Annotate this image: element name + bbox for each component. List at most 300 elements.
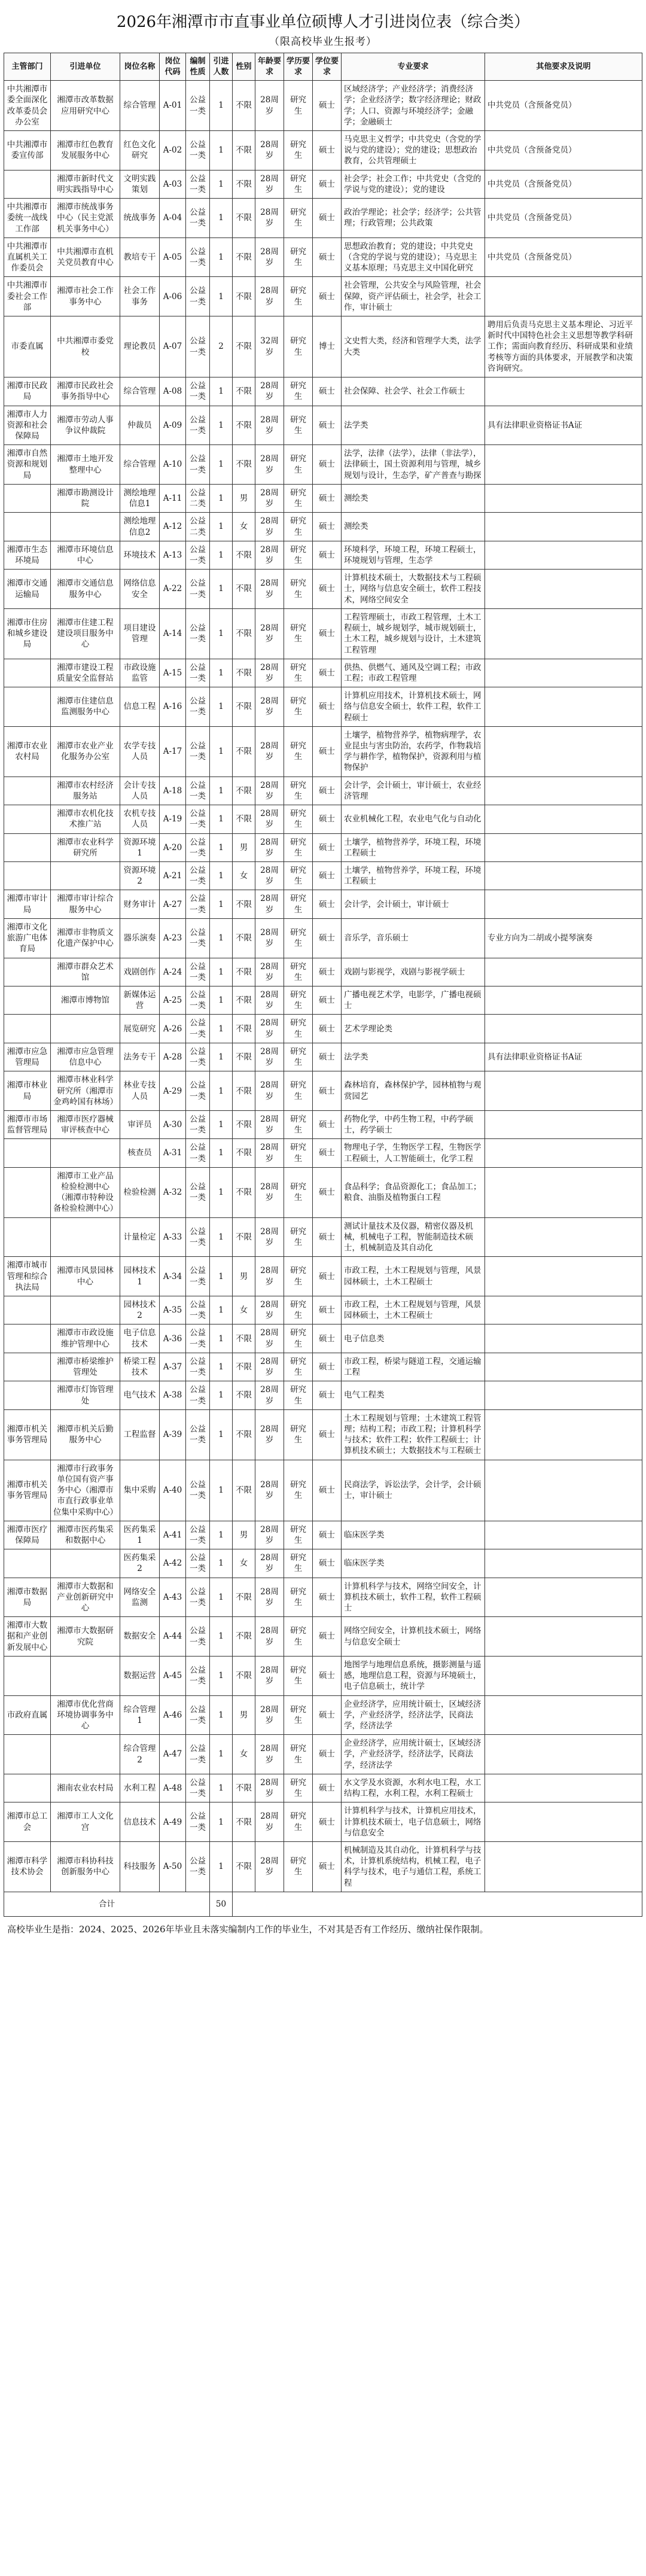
table-cell: 研究生 [284,1774,313,1802]
table-cell: 1 [210,659,233,687]
table-cell: 数据运营 [120,1656,160,1695]
table-cell: 市政工程，土木工程规划与管理，风景园林硕士，土木工程硕士 [342,1257,485,1296]
table-cell: 硕士 [313,862,342,890]
table-cell: 公益一类 [186,1071,210,1111]
table-cell: 28周岁 [255,833,284,861]
total-label: 合计 [4,1892,210,1916]
table-cell [485,1460,642,1521]
table-cell: 硕士 [313,1353,342,1381]
table-cell: 28周岁 [255,1735,284,1774]
column-header: 学位要求 [313,53,342,81]
table-cell: A-30 [160,1110,186,1138]
table-cell: 不限 [233,130,255,170]
table-cell: 湘潭市民政社会事务指导中心 [51,377,120,406]
table-cell [485,1521,642,1549]
table-cell: 硕士 [313,170,342,198]
table-cell [485,541,642,569]
table-cell: 农学专技人员 [120,726,160,777]
table-cell: A-21 [160,862,186,890]
table-cell: 硕士 [313,1656,342,1695]
table-cell: 28周岁 [255,1381,284,1409]
table-cell: 28周岁 [255,862,284,890]
table-cell: 硕士 [313,1296,342,1324]
table-cell: A-01 [160,81,186,131]
table-cell [485,777,642,805]
table-cell: 湘潭市新时代文明实践指导中心 [51,170,120,198]
table-cell: A-02 [160,130,186,170]
table-cell: 文史哲大类，经济和管理学大类，法学大类 [342,316,485,377]
table-cell: A-03 [160,170,186,198]
table-row [4,1617,642,1657]
table-cell: 法务专干 [120,1043,160,1071]
table-cell: 不限 [233,1110,255,1138]
table-cell: 市委直属 [4,316,51,377]
table-cell: 林业专技人员 [120,1071,160,1111]
table-row [4,1324,642,1353]
table-row [4,541,642,569]
table-cell: 女 [233,1735,255,1774]
table-cell: 公益一类 [186,833,210,861]
table-cell: 公益一类 [186,199,210,238]
table-cell: 研究生 [284,726,313,777]
table-cell: 项目建设管理 [120,608,160,659]
table-cell: 研究生 [284,958,313,986]
table-cell: 1 [210,81,233,131]
table-cell [485,445,642,485]
table-cell: 不限 [233,1578,255,1617]
table-cell [4,513,51,541]
table-cell: 硕士 [313,130,342,170]
table-cell: 28周岁 [255,777,284,805]
table-cell: 不限 [233,726,255,777]
table-cell: 土壤学，植物营养学，环境工程，环境工程硕士 [342,862,485,890]
table-cell: A-32 [160,1167,186,1217]
table-cell: 1 [210,833,233,861]
table-cell: 社会管理，公共安全与风险管理，社会保障，资产评估硕士，社会学，社会工作，审计硕士 [342,277,485,316]
table-cell: 测试计量技术及仪器，精密仪器及机械，机械电子工程，智能制造技术硕士，机械制造及其自动化 [342,1217,485,1257]
table-cell [4,1381,51,1409]
table-cell: 财务审计 [120,890,160,918]
table-cell: 湘潭市改革数据应用研究中心 [51,81,120,131]
table-cell: 工程管理硕士，市政工程管理，土木工程硕士，城乡规划学，城市规划硕士，土木工程，城乡规划与设计，土木建筑工程管理 [342,608,485,659]
table-row [4,1774,642,1802]
table-cell: 男 [233,1257,255,1296]
table-cell: 不限 [233,1802,255,1842]
table-cell [485,1167,642,1217]
table-cell: 公益一类 [186,541,210,569]
table-cell: 1 [210,1617,233,1657]
table-cell [4,659,51,687]
table-cell: 硕士 [313,687,342,727]
table-cell: 研究生 [284,777,313,805]
table-cell: 研究生 [284,1841,313,1892]
table-cell: 信息技术 [120,1802,160,1842]
table-cell [485,1841,642,1892]
table-row [4,377,642,406]
table-cell: 公益二类 [186,513,210,541]
table-cell: 28周岁 [255,1409,284,1460]
table-cell: 女 [233,862,255,890]
table-cell [4,687,51,727]
table-cell: 28周岁 [255,170,284,198]
table-cell [485,1353,642,1381]
table-body [4,81,642,1892]
table-cell: 环境技术 [120,541,160,569]
table-row [4,1257,642,1296]
table-cell: 思想政治教育；党的建设；中共党史（含党的学说与党的建设）；马克思主义基本原理；马克思主义中国化研究 [342,237,485,277]
table-cell: 土木工程规划与管理；土木建筑工程管理；结构工程；市政工程；计算机科学与技术；软件工程；软件工程硕士；计算机技术硕士；大数据技术与工程硕士 [342,1409,485,1460]
table-cell: 湘潭市民政局 [4,377,51,406]
table-cell: 湘潭市机关后勤服务中心 [51,1409,120,1460]
table-cell: 集中采购 [120,1460,160,1521]
table-row [4,1409,642,1460]
table-cell: 湘潭市优化营商环境协调事务中心 [51,1695,120,1735]
table-cell: 市政工程，土木工程规划与管理，风景园林硕士，土木工程硕士 [342,1296,485,1324]
table-cell: 戏剧与影视学，戏剧与影视学硕士 [342,958,485,986]
table-cell: 男 [233,833,255,861]
table-cell: 马克思主义哲学；中共党史（含党的学说与党的建设）；党的建设；思想政治教育，公共管理硕士 [342,130,485,170]
table-cell: A-48 [160,1774,186,1802]
table-cell: 28周岁 [255,1257,284,1296]
table-cell: 28周岁 [255,1110,284,1138]
table-cell: 网络安全监测 [120,1578,160,1617]
table-cell: 公益一类 [186,1841,210,1892]
table-cell: 公益一类 [186,1735,210,1774]
table-cell: A-50 [160,1841,186,1892]
table-cell: 硕士 [313,1578,342,1617]
table-row [4,986,642,1014]
table-cell: 公益一类 [186,1381,210,1409]
table-cell [485,570,642,609]
table-cell: 湘潭市群众艺术馆 [51,958,120,986]
table-cell [485,687,642,727]
table-cell: 湘潭市土地开发整理中心 [51,445,120,485]
table-cell [485,1296,642,1324]
table-cell: 中共党员（含预备党员） [485,199,642,238]
table-cell: 硕士 [313,1217,342,1257]
table-cell: 研究生 [284,1460,313,1521]
table-cell: 计算机科学与技术，计算机应用技术，计算机技术硕士，电子信息硕士，网络与信息安全 [342,1802,485,1842]
table-cell: 中共湘潭市委宣传部 [4,130,51,170]
table-cell: 测绘类 [342,484,485,512]
table-cell: 1 [210,377,233,406]
table-row [4,570,642,609]
table-cell [51,1656,120,1695]
table-cell: 1 [210,608,233,659]
column-header: 学历要求 [284,53,313,81]
table-cell: 硕士 [313,958,342,986]
table-cell: 硕士 [313,608,342,659]
page-title: 2026年湘潭市市直事业单位硕博人才引进岗位表（综合类） [116,13,530,31]
table-cell: A-47 [160,1735,186,1774]
table-cell: 湘潭市大数据和产业创新研究中心 [51,1578,120,1617]
table-cell: 研究生 [284,513,313,541]
table-cell: 湘潭市医疗保障局 [4,1521,51,1549]
table-cell: 28周岁 [255,1695,284,1735]
table-cell: 公益一类 [186,570,210,609]
table-cell: 电子信息类 [342,1324,485,1353]
table-cell: 湘潭市农业科学研究所 [51,833,120,861]
table-cell [4,1015,51,1043]
table-cell [485,377,642,406]
table-cell: 28周岁 [255,1617,284,1657]
table-cell: A-24 [160,958,186,986]
table-cell: 公益一类 [186,958,210,986]
footnote: 高校毕业生是指：2024、2025、2026年毕业且未落实编制内工作的毕业生，不对其是否有工作经历、缴纳社保作限制。 [7,1923,489,1935]
table-cell [4,170,51,198]
table-cell [485,1015,642,1043]
table-cell: 不限 [233,1409,255,1460]
table-row [4,130,642,170]
table-cell: 公益一类 [186,1139,210,1167]
table-cell: 审评员 [120,1110,160,1138]
table-cell: 研究生 [284,659,313,687]
table-cell: 公益一类 [186,1324,210,1353]
table-row [4,445,642,485]
table-cell: 1 [210,1841,233,1892]
table-cell: 湘潭市农业产业化服务办公室 [51,726,120,777]
table-cell: 湘潭市生态环境局 [4,541,51,569]
table-cell [4,1774,51,1802]
table-cell: A-14 [160,608,186,659]
table-cell: 机械制造及其自动化，计算机科学与技术，计算机系统结构，机械工程，电子科学与技术，电子与通信工程，系统工程 [342,1841,485,1892]
table-cell: A-43 [160,1578,186,1617]
table-cell: 湘潭市农业农村局 [4,726,51,777]
table-cell: 28周岁 [255,1549,284,1578]
table-cell: A-20 [160,833,186,861]
table-row [4,1217,642,1257]
table-cell: 不限 [233,377,255,406]
table-cell: 公益一类 [186,659,210,687]
table-cell: 不限 [233,81,255,131]
table-cell: 研究生 [284,986,313,1014]
table-cell: 湘潭市应急管理信息中心 [51,1043,120,1071]
table-cell: 1 [210,1802,233,1842]
table-cell: 1 [210,237,233,277]
table-cell: 硕士 [313,1167,342,1217]
table-cell: 公益一类 [186,277,210,316]
table-cell: 公益一类 [186,81,210,131]
table-cell: 专业方向为二胡或小提琴演奏 [485,918,642,958]
table-cell: 研究生 [284,1217,313,1257]
table-cell: 公益一类 [186,1257,210,1296]
table-header-row [4,53,642,81]
table-cell: 1 [210,1167,233,1217]
table-cell: 中共湘潭市委党校 [51,316,120,377]
table-cell: 桥梁工程技术 [120,1353,160,1381]
table-cell: 研究生 [284,1409,313,1460]
table-cell: 男 [233,484,255,512]
table-cell: 1 [210,1578,233,1617]
table-cell: 研究生 [284,1735,313,1774]
table-cell: 湘潭市工业产品检验检测中心（湘潭市特种设备检验检测中心） [51,1167,120,1217]
table-cell: 公益一类 [186,862,210,890]
table-cell [485,1071,642,1111]
table-cell: 检验检测 [120,1167,160,1217]
table-cell: 湘潭市住房和城乡建设局 [4,608,51,659]
table-cell: A-16 [160,687,186,727]
positions-table [4,53,642,1917]
table-cell: 湘潭市科学技术协会 [4,1841,51,1892]
table-cell: 企业经济学，应用统计硕士，区域经济学，产业经济学，经济法学，民商法学，经济法学 [342,1735,485,1774]
table-cell: 研究生 [284,1139,313,1167]
table-row [4,1353,642,1381]
table-cell: 不限 [233,1617,255,1657]
table-cell: A-18 [160,777,186,805]
table-cell: 公益一类 [186,1656,210,1695]
table-cell: 研究生 [284,1381,313,1409]
table-cell: 28周岁 [255,805,284,833]
table-cell: 公益一类 [186,608,210,659]
table-cell: 湘潭市大数据研究院 [51,1617,120,1657]
table-cell: 电气技术 [120,1381,160,1409]
table-cell: 湘南农业农村局 [51,1774,120,1802]
table-cell: 研究生 [284,1578,313,1617]
table-cell: 湘潭市农机化技术推广站 [51,805,120,833]
table-cell: 1 [210,484,233,512]
total-blank [233,1892,642,1916]
table-cell: A-29 [160,1071,186,1111]
table-cell: 研究生 [284,862,313,890]
table-cell: 湘潭市人力资源和社会保障局 [4,406,51,445]
table-cell: 1 [210,1324,233,1353]
table-cell: 1 [210,918,233,958]
table-row [4,277,642,316]
table-cell: 公益一类 [186,1802,210,1842]
table-cell: 1 [210,1735,233,1774]
table-row [4,1549,642,1578]
table-cell: A-22 [160,570,186,609]
column-header: 引进单位 [51,53,120,81]
table-cell [485,862,642,890]
table-cell: 不限 [233,659,255,687]
table-cell: 不限 [233,1167,255,1217]
table-cell: 公益一类 [186,130,210,170]
table-cell: 28周岁 [255,1578,284,1617]
table-cell: 女 [233,513,255,541]
table-cell: 土壤学，植物营养学，环境工程，环境工程硕士 [342,833,485,861]
table-cell: 不限 [233,445,255,485]
column-header: 性别 [233,53,255,81]
table-cell [485,608,642,659]
table-cell [485,1578,642,1617]
table-cell: 中共党员（含预备党员） [485,170,642,198]
table-cell [485,484,642,512]
table-cell: 研究生 [284,1015,313,1043]
table-cell: 28周岁 [255,1353,284,1381]
table-cell: A-27 [160,890,186,918]
table-cell: A-42 [160,1549,186,1578]
table-cell: 1 [210,1353,233,1381]
table-cell: 综合管理1 [120,1695,160,1735]
table-row [4,1802,642,1842]
table-cell [4,777,51,805]
table-cell [4,1167,51,1217]
table-cell: 综合管理 [120,81,160,131]
table-cell: 社会保障、社会学、社会工作硕士 [342,377,485,406]
table-cell: 区域经济学；产业经济学；消费经济学；企业经济学；数字经济理论；财政学；人口、资源与环境经济学；金融学；金融硕士 [342,81,485,131]
table-cell: 湘潭市红色教育发展服务中心 [51,130,120,170]
table-cell: A-08 [160,377,186,406]
table-cell [51,1139,120,1167]
table-cell: 28周岁 [255,377,284,406]
table-cell: 中共党员（含预备党员） [485,237,642,277]
table-cell: 不限 [233,1656,255,1695]
table-cell: 1 [210,1381,233,1409]
table-cell: 1 [210,958,233,986]
table-cell [4,1324,51,1353]
table-cell: 硕士 [313,570,342,609]
table-cell: 研究生 [284,1695,313,1735]
table-cell: 公益一类 [186,316,210,377]
table-cell: 法学类 [342,1043,485,1071]
table-cell [4,1735,51,1774]
table-cell: 不限 [233,805,255,833]
table-cell [485,1735,642,1774]
table-cell: 公益一类 [186,777,210,805]
table-cell: 市政工程，桥梁与隧道工程，交通运输工程 [342,1353,485,1381]
table-cell: 硕士 [313,805,342,833]
table-cell: 不限 [233,1139,255,1167]
table-cell: 公益一类 [186,805,210,833]
table-row [4,1381,642,1409]
table-cell: 公益一类 [186,237,210,277]
table-cell: 研究生 [284,1167,313,1217]
table-cell: 研究生 [284,687,313,727]
table-cell: 不限 [233,890,255,918]
table-cell: 土壤学，植物营养学，植物病理学，农业昆虫与害虫防治，农药学，作物栽培学与耕作学，植物保护，资源利用与植物保护 [342,726,485,777]
table-cell [485,958,642,986]
table-cell: 硕士 [313,1139,342,1167]
table-cell: A-45 [160,1656,186,1695]
table-cell: 湘潭市非物质文化遗产保护中心 [51,918,120,958]
table-cell [51,1735,120,1774]
table-row [4,513,642,541]
table-cell: A-49 [160,1802,186,1842]
table-cell: A-23 [160,918,186,958]
table-cell [485,1409,642,1460]
table-cell: 研究生 [284,199,313,238]
table-row [4,777,642,805]
table-cell: 不限 [233,1015,255,1043]
table-cell: 1 [210,1409,233,1460]
table-cell [51,1296,120,1324]
table-cell [51,1217,120,1257]
table-cell: 硕士 [313,445,342,485]
table-cell: 森林培育，森林保护学，园林植物与观赏园艺 [342,1071,485,1111]
table-cell: 计量检定 [120,1217,160,1257]
table-cell: 聘用后负责马克思主义基本理论、习近平新时代中国特色社会主义思想等教学科研工作；需面向教育经历、科研成果和业绩考核等方面的具体要求，开展教学和决策咨询研究。 [485,316,642,377]
table-cell: 湘潭市市政设施维护管理中心 [51,1324,120,1353]
table-cell: A-34 [160,1257,186,1296]
table-cell: 28周岁 [255,1015,284,1043]
table-cell: 中共湘潭市委统一战线工作部 [4,199,51,238]
table-cell: 综合管理2 [120,1735,160,1774]
table-cell: 湘潭市博物馆 [51,986,120,1014]
table-cell: 28周岁 [255,986,284,1014]
table-cell: 测绘地理信息2 [120,513,160,541]
table-cell: 28周岁 [255,484,284,512]
table-cell: 1 [210,570,233,609]
table-cell: 科技服务 [120,1841,160,1892]
table-cell: 不限 [233,608,255,659]
column-header: 岗位代码 [160,53,186,81]
table-cell: 湘潭市城市管理和综合执法局 [4,1257,51,1296]
table-cell: 1 [210,777,233,805]
table-cell: 理论教员 [120,316,160,377]
table-cell: 不限 [233,237,255,277]
table-cell: 28周岁 [255,1324,284,1353]
